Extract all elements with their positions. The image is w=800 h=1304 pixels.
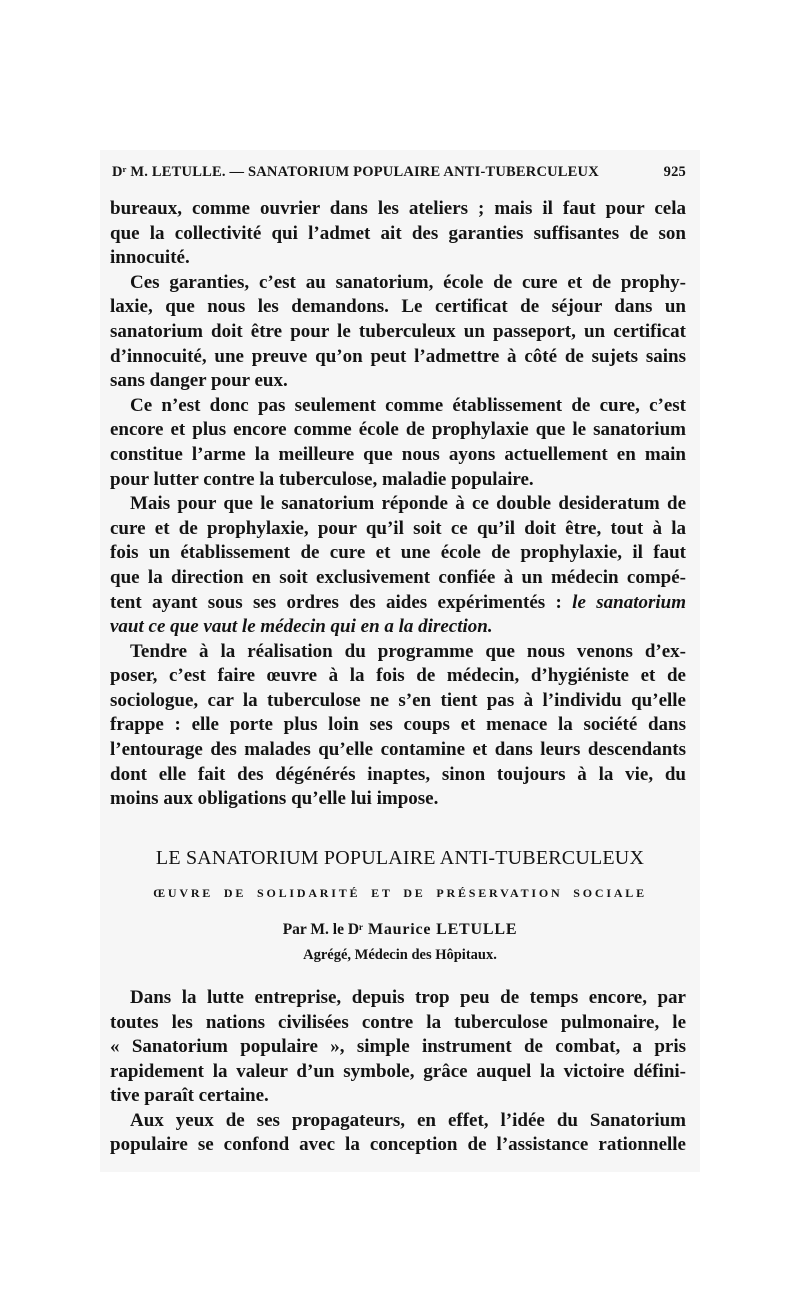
paragraph xyxy=(110,1109,686,1158)
author-name: Maurice LETULLE xyxy=(367,921,518,938)
text-line: frappe : elle porte plus loin ses coups et menace la société dans xyxy=(110,714,686,736)
paragraph xyxy=(110,197,686,271)
text-line: constitue l’arme la meilleure que nous ayons actuellement en main xyxy=(110,443,686,465)
paragraph xyxy=(110,394,686,492)
text-line: Ce n’est donc pas seulement comme établissement de cure, c’est xyxy=(130,394,686,416)
emphasized-text: le sanatorium xyxy=(572,591,686,613)
text-line: Dans la lutte entreprise, depuis trop peu de temps encore, par xyxy=(130,987,686,1008)
text-line: poser, c’est faire œuvre à la fois de médecin, d’hygiéniste et de xyxy=(110,665,686,687)
article-body xyxy=(110,986,686,1158)
text-line: bureaux, comme ouvrier dans les ateliers ; mais il faut pour cela xyxy=(110,198,686,219)
text-line: l’entourage des malades qu’elle contamine et dans leurs descendants xyxy=(110,739,686,761)
text-line: Tendre à la réalisation du programme que nous venons d’ex- xyxy=(130,640,686,662)
paragraph xyxy=(110,271,686,394)
text-line: rapidement la valeur d’un symbole, grâce auquel la victoire défini- xyxy=(110,1060,686,1082)
article-title: LE SANATORIUM POPULAIRE ANTI-TUBERCULEUX xyxy=(155,847,645,869)
text-line: pour lutter contre la tuberculose, maladie populaire. xyxy=(110,468,534,490)
text-line: d’innocuité, une preuve qu’on peut l’admettre à côté de sujets sains xyxy=(110,345,686,367)
running-header xyxy=(112,162,686,182)
paragraph xyxy=(110,986,686,1109)
page-number: 925 xyxy=(663,164,686,180)
text-line: toutes les nations civilisées contre la tuberculose pulmonaire, le xyxy=(110,1011,686,1033)
running-title: Dʳ M. LETULLE. — SANATORIUM POPULAIRE ANTI-TUBERCULEUX xyxy=(112,164,599,180)
text-line: Aux yeux de ses propagateurs, en effet, l’idée du Sanatorium xyxy=(130,1109,686,1131)
text-segment: tent ayant sous ses ordres des aides expérimentés : xyxy=(110,591,573,613)
text-line: cure et de prophylaxie, pour qu’il soit ce qu’il doit être, tout à la xyxy=(110,517,686,539)
emphasized-text-line: vaut ce que vaut le médecin qui en a la direction. xyxy=(110,616,493,638)
text-line: Mais pour que le sanatorium réponde à ce double desideratum de xyxy=(130,493,686,515)
text-line: moins aux obligations qu’elle lui impose. xyxy=(110,788,439,810)
text-line: « Sanatorium populaire », simple instrument de combat, a pris xyxy=(110,1036,686,1057)
text-line: encore et plus encore comme école de prophylaxie que le sanatorium xyxy=(110,419,686,441)
text-line: sanatorium doit être pour le tuberculeux un passeport, un certificat xyxy=(110,320,686,342)
text-line: Ces garanties, c’est au sanatorium, école de cure et de prophy- xyxy=(130,271,686,293)
text-line: que la collectivité qui l’admet ait des garanties suffisantes de son xyxy=(110,222,686,244)
byline xyxy=(100,920,700,940)
preceding-article-text xyxy=(110,197,686,812)
text-line: dont elle fait des dégénérés inaptes, sinon toujours à la vie, du xyxy=(110,763,686,785)
author-affiliation: Agrégé, Médecin des Hôpitaux. xyxy=(303,947,497,963)
text-line: innocuité. xyxy=(110,247,190,269)
byline-prefix: Par M. le Dʳ xyxy=(282,921,363,938)
text-line: sans danger pour eux. xyxy=(110,370,288,392)
text-line: fois un établissement de cure et une école de prophylaxie, il faut xyxy=(110,542,686,564)
paragraph xyxy=(110,640,686,812)
text-line xyxy=(110,591,686,616)
text-line: populaire se confond avec la conception de l’assistance rationnelle xyxy=(110,1134,686,1155)
text-line: que la direction en soit exclusivement confiée à un médecin compé- xyxy=(110,566,686,588)
article-subtitle: ŒUVRE DE SOLIDARITÉ ET DE PRÉSERVATION SOCIALE xyxy=(153,886,647,900)
text-line: laxie, que nous les demandons. Le certificat de séjour dans un xyxy=(110,296,686,318)
text-line: sociologue, car la tuberculose ne s’en tient pas à l’individu qu’elle xyxy=(110,689,686,711)
paragraph xyxy=(110,492,686,640)
text-line: tive paraît certaine. xyxy=(110,1085,269,1106)
